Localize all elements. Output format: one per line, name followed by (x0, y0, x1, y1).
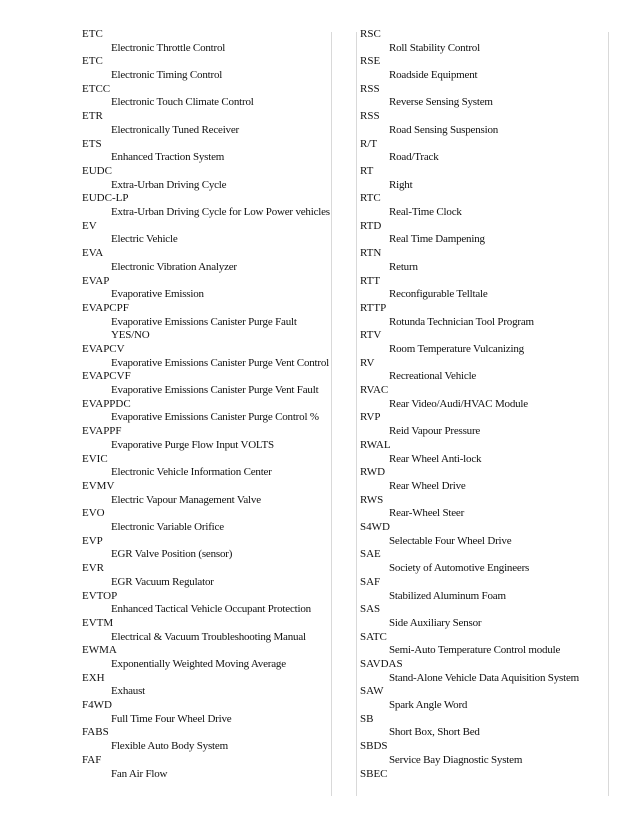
glossary-abbreviation: RTT (360, 274, 381, 287)
glossary-entry (82, 110, 332, 137)
glossary-definition: Roll Stability Control (389, 41, 480, 54)
glossary-abbreviation: RTD (360, 219, 382, 232)
glossary-entry (360, 55, 610, 82)
glossary-definition: Selectable Four Wheel Drive (389, 534, 512, 547)
glossary-entry (360, 631, 610, 658)
glossary-definition: Enhanced Tactical Vehicle Occupant Protection (111, 603, 311, 616)
glossary-entry (82, 370, 332, 397)
glossary-definition: Full Time Four Wheel Drive (111, 712, 232, 725)
glossary-definition: EGR Vacuum Regulator (111, 575, 214, 588)
glossary-abbreviation: SAVDAS (360, 657, 403, 670)
glossary-abbreviation: EUDC-LP (82, 192, 129, 205)
glossary-entry (82, 302, 332, 343)
glossary-abbreviation: EXH (82, 671, 105, 684)
glossary-entry (82, 398, 332, 425)
glossary-entry (360, 83, 610, 110)
column-divider (356, 32, 357, 796)
glossary-definition: Road Sensing Suspension (389, 123, 499, 136)
glossary-entry (360, 466, 610, 493)
glossary-entry (360, 138, 610, 165)
glossary-abbreviation: SBDS (360, 740, 388, 753)
glossary-entry (360, 165, 610, 192)
glossary-entry (82, 220, 332, 247)
glossary-abbreviation: EVAP (82, 274, 110, 287)
glossary-definition: Rear-Wheel Steer (389, 507, 465, 520)
glossary-column-right (360, 28, 610, 781)
glossary-entry (360, 329, 610, 356)
glossary-entry (82, 192, 332, 219)
glossary-abbreviation: ETR (82, 110, 103, 123)
glossary-entry (360, 247, 610, 274)
glossary-definition: Evaporative Emission (111, 288, 204, 301)
glossary-definition: Reconfigurable Telltale (389, 288, 488, 301)
glossary-definition: Evaporative Emissions Canister Purge Control % (111, 411, 319, 424)
glossary-abbreviation: FABS (82, 726, 109, 739)
glossary-entry (82, 83, 332, 110)
glossary-definition: Extra-Urban Driving Cycle for Low Power vehicles (111, 206, 330, 219)
glossary-entry (360, 548, 610, 575)
glossary-definition: Rear Video/Audi/HVAC Module (389, 397, 528, 410)
glossary-abbreviation: ETC (82, 28, 103, 40)
glossary-entry (82, 699, 332, 726)
glossary-entry (82, 507, 332, 534)
glossary-entry (360, 220, 610, 247)
glossary-entry (360, 521, 610, 548)
glossary-abbreviation: EVTOP (82, 589, 118, 602)
glossary-entry (82, 343, 332, 370)
glossary-abbreviation: EVAPCVF (82, 370, 131, 383)
glossary-abbreviation: RWD (360, 466, 386, 479)
glossary-entry (82, 617, 332, 644)
glossary-entry (82, 480, 332, 507)
glossary-definition: Short Box, Short Bed (389, 726, 480, 739)
glossary-abbreviation: S4WD (360, 521, 390, 534)
glossary-entry (360, 603, 610, 630)
glossary-definition: Stabilized Aluminum Foam (389, 589, 506, 602)
glossary-definition: Spark Angle Word (389, 699, 468, 712)
glossary-definition: Electronic Throttle Control (111, 41, 226, 54)
glossary-definition: Stand-Alone Vehicle Data Aquisition System (389, 671, 579, 684)
glossary-entry (360, 494, 610, 521)
glossary-abbreviation: EVAPPDC (82, 397, 131, 410)
glossary-definition: Service Bay Diagnostic System (389, 753, 523, 766)
glossary-entry (82, 754, 332, 781)
glossary-entry (360, 768, 610, 782)
glossary-definition: Electronically Tuned Receiver (111, 123, 239, 136)
glossary-entry (360, 740, 610, 767)
glossary-entry (360, 302, 610, 329)
glossary-definition: Road/Track (389, 151, 439, 164)
glossary-entry (82, 644, 332, 671)
glossary-definition: Exponentially Weighted Moving Average (111, 657, 286, 670)
glossary-entry (82, 165, 332, 192)
glossary-entry (82, 535, 332, 562)
glossary-entry (360, 28, 610, 55)
glossary-abbreviation: SBEC (360, 767, 388, 780)
glossary-definition: Rear Wheel Drive (389, 479, 466, 492)
glossary-abbreviation: EWMA (82, 644, 117, 657)
glossary-entry (82, 138, 332, 165)
glossary-abbreviation: EVO (82, 507, 105, 520)
glossary-entry (360, 713, 610, 740)
glossary-entry (82, 726, 332, 753)
glossary-entry (360, 685, 610, 712)
glossary-abbreviation: ETS (82, 137, 102, 150)
glossary-entry (360, 576, 610, 603)
glossary-definition: Evaporative Emissions Canister Purge Vent Fault (111, 384, 319, 397)
glossary-column-left (82, 28, 332, 781)
glossary-abbreviation: FAF (82, 753, 102, 766)
glossary-entry (360, 192, 610, 219)
glossary-definition: Fan Air Flow (111, 767, 168, 780)
glossary-definition: Electric Vehicle (111, 233, 178, 246)
glossary-abbreviation: RSE (360, 55, 381, 68)
glossary-definition: Flexible Auto Body System (111, 740, 228, 753)
glossary-abbreviation: EVP (82, 534, 103, 547)
glossary-entry (360, 110, 610, 137)
glossary-definition: Electronic Vehicle Information Center (111, 466, 272, 479)
glossary-abbreviation: RT (360, 164, 374, 177)
glossary-abbreviation: R/T (360, 137, 378, 150)
glossary-abbreviation: RSS (360, 82, 380, 95)
glossary-entry (82, 247, 332, 274)
glossary-entry (360, 439, 610, 466)
glossary-definition: Roadside Equipment (389, 69, 478, 82)
glossary-abbreviation: EV (82, 219, 97, 232)
glossary-definition: Extra-Urban Driving Cycle (111, 178, 227, 191)
glossary-abbreviation: EVAPCV (82, 343, 125, 355)
glossary-entry (360, 384, 610, 411)
glossary-abbreviation: F4WD (82, 699, 112, 712)
glossary-abbreviation: RTN (360, 247, 382, 260)
glossary-abbreviation: SAF (360, 575, 381, 588)
glossary-definition: Side Auxiliary Sensor (389, 616, 482, 629)
glossary-definition: Real Time Dampening (389, 233, 485, 246)
glossary-definition: Enhanced Traction System (111, 151, 225, 164)
glossary-entry (360, 658, 610, 685)
glossary-abbreviation: SAW (360, 685, 384, 698)
glossary-definition: EGR Valve Position (sensor) (111, 548, 233, 561)
glossary-entry (82, 590, 332, 617)
glossary-abbreviation: EVA (82, 247, 104, 260)
glossary-entry (82, 275, 332, 302)
glossary-definition: Semi-Auto Temperature Control module (389, 644, 561, 657)
glossary-definition: Electronic Timing Control (111, 69, 223, 82)
glossary-abbreviation: RWS (360, 493, 384, 506)
glossary-abbreviation: EVIC (82, 452, 108, 465)
glossary-abbreviation: RSC (360, 28, 381, 40)
glossary-definition: Real-Time Clock (389, 206, 462, 219)
glossary-abbreviation: SAE (360, 548, 381, 561)
glossary-definition: Evaporative Purge Flow Input VOLTS (111, 438, 274, 451)
glossary-abbreviation: RTV (360, 329, 382, 342)
glossary-definition: YES/NO (111, 329, 150, 342)
glossary-abbreviation: SB (360, 712, 374, 725)
glossary-definition: Rear Wheel Anti-lock (389, 452, 482, 465)
glossary-definition: Exhaust (111, 685, 146, 698)
glossary-definition: Recreational Vehicle (389, 370, 477, 383)
glossary-abbreviation: EUDC (82, 164, 112, 177)
glossary-definition: Electronic Vibration Analyzer (111, 260, 237, 273)
glossary-definition: Room Temperature Vulcanizing (389, 342, 524, 355)
glossary-abbreviation: RWAL (360, 438, 391, 451)
glossary-entry (360, 275, 610, 302)
glossary-abbreviation: SAS (360, 603, 381, 616)
glossary-definition: Return (389, 260, 418, 273)
glossary-definition: Electronic Variable Orifice (111, 521, 224, 534)
glossary-abbreviation: EVAPCPF (82, 301, 129, 314)
glossary-abbreviation: EVMV (82, 479, 115, 492)
glossary-entry (360, 357, 610, 384)
glossary-definition: Electrical & Vacuum Troubleshooting Manual (111, 630, 306, 643)
glossary-definition: Reid Vapour Pressure (389, 425, 481, 438)
glossary-definition: Reverse Sensing System (389, 96, 493, 109)
glossary-definition: Electric Vapour Management Valve (111, 493, 261, 506)
glossary-definition: Society of Automotive Engineers (389, 562, 530, 575)
glossary-abbreviation: ETCC (82, 82, 111, 95)
glossary-entry (82, 562, 332, 589)
glossary-abbreviation: ETC (82, 55, 103, 68)
glossary-abbreviation: RTC (360, 192, 381, 205)
glossary-abbreviation: SATC (360, 630, 387, 643)
glossary-abbreviation: RVAC (360, 384, 389, 397)
glossary-entry (82, 453, 332, 480)
glossary-entry (82, 425, 332, 452)
glossary-entry (360, 411, 610, 438)
glossary-definition: Electronic Touch Climate Control (111, 96, 254, 109)
glossary-abbreviation: RVP (360, 411, 381, 424)
glossary-abbreviation: RTTP (360, 301, 387, 314)
glossary-definition: Evaporative Emissions Canister Purge Vent Control (111, 356, 330, 369)
glossary-abbreviation: RV (360, 356, 375, 369)
glossary-definition: Rotunda Technician Tool Program (389, 315, 534, 328)
glossary-abbreviation: RSS (360, 110, 380, 123)
glossary-abbreviation: EVR (82, 562, 104, 575)
glossary-entry (82, 28, 332, 55)
glossary-abbreviation: EVAPPF (82, 425, 122, 438)
glossary-definition: Evaporative Emissions Canister Purge Fault (111, 315, 297, 328)
glossary-entry (82, 55, 332, 82)
glossary-definition: Right (389, 178, 413, 191)
glossary-entry (82, 672, 332, 699)
glossary-abbreviation: EVTM (82, 616, 114, 629)
